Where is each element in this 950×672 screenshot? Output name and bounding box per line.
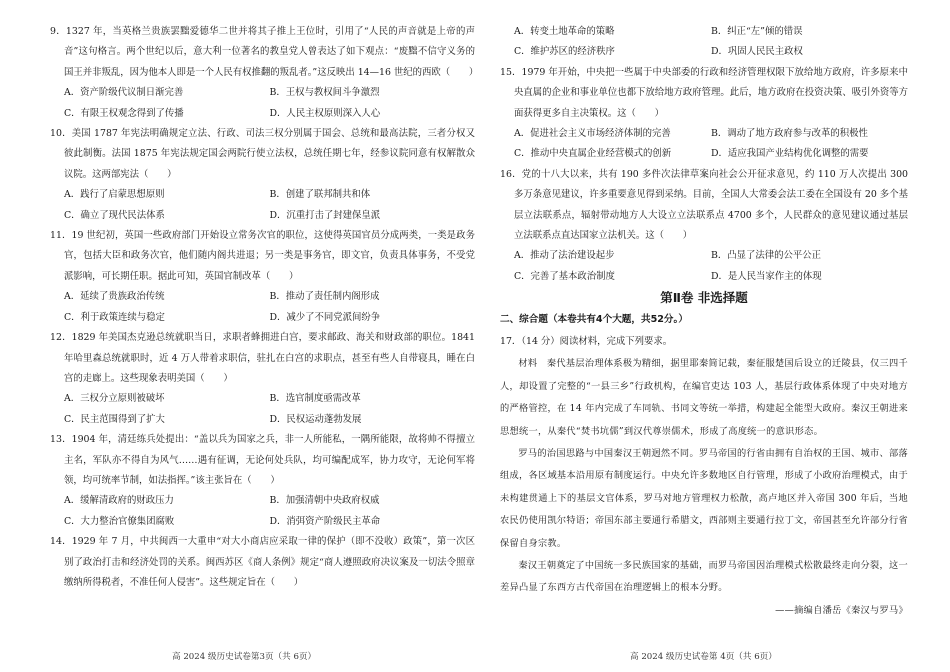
- option-list: [500, 246, 908, 287]
- section-title: 第Ⅱ卷 非选择题: [660, 290, 748, 306]
- material-paragraph: 罗马的治国思路与中国秦汉王朝迥然不同。罗马帝国的行省由拥有自治权的王国、城市、部落组成，各区域基本沿用原有制度运行。中央允许多数地区自行管理，形成了小政府治理模式，由于未构建贯通上下的基层文官体系，罗马对地方管理权力松散，高卢地区并入帝国 300 年后，当地农民仍使用凯尔特语；帝国东部主要通行希腊文，西部则主要通行拉丁文，帝国甚至允许部分行省保留自身宗教。: [500, 447, 908, 549]
- question-12: [50, 328, 475, 430]
- option-d: D．沉重打击了封建保皇派: [269, 209, 381, 221]
- option-a: A．三权分立原则被破坏: [64, 393, 165, 405]
- option-d: D．减少了不同党派间纷争: [269, 311, 381, 323]
- right-column: [500, 22, 908, 622]
- option-c: C．确立了现代民法体系: [64, 209, 165, 221]
- option-d: D．民权运动蓬勃发展: [269, 413, 362, 425]
- question-16: [500, 165, 908, 287]
- option-c: C．推动中央直属企业经营模式的创新: [514, 148, 672, 160]
- question-13: [50, 430, 475, 532]
- question-stem: 14．1929 年 7 月，中共闽西一大重申“对大小商店应采取一律的保护（即不没收）政策”，第一次区别了政治打击和经济处罚的关系。闽西苏区《商人条例》规定“商人遵照政府决议案及一切法令照章缴纳所得税者，不准任何人侵害”。这些规定旨在（ ）: [50, 536, 475, 588]
- option-a: A．促进社会主义市场经济体制的完善: [514, 128, 671, 140]
- question-stem: 12．1829 年美国杰克逊总统就职当日，求职者蜂拥进白宫，要求邮政、海关和财政部的职位。1841 年哈里森总统就职时，近 4 万人带着求职信，驻扎在白宫的求职点，甚至有些人自带寝具，睡在白宫的走廊上。这些现象表明美国（ ）: [50, 332, 475, 384]
- option-b: B．推动了责任制内阁形成: [269, 291, 380, 303]
- option-a: A．推动了法治建设起步: [514, 250, 615, 262]
- page-footer-left: 高 2024 级历史试卷第3页（共 6页）: [172, 652, 317, 662]
- option-a: A．缓解清政府的财政压力: [64, 495, 174, 507]
- option-c: C．维护苏区的经济秩序: [514, 46, 615, 58]
- option-b: B．创建了联邦制共和体: [269, 189, 371, 201]
- option-a: A．资产阶级代议制日渐完善: [64, 87, 184, 99]
- option-b: B．加强清朝中央政府权威: [269, 495, 380, 507]
- option-d: D．消弭资产阶级民主革命: [269, 515, 381, 527]
- question-15: [500, 63, 908, 165]
- question-stem: 13．1904 年，清廷练兵处提出：“盖以兵为国家之兵，非一人所能私，一隅所能限，故将帅不得擅立主名，军队亦不得自为风气……遇有征调，无论何处兵队，均可编配成军，协力攻守，无论何军将领，均可统率节制，如法指挥。”该主张旨在（ ）: [50, 434, 475, 486]
- question-14-option-list: [500, 22, 908, 63]
- question-stem: 11．19 世纪初，英国一些政府部门开始设立常务次官的职位，这使得英国官员分成两类，一类是政务官，包括大臣和政务次官，他们随内阁共进退；另一类是事务官，即文官，负责具体事务，不受党派影响，可长期任职。据此可知，英国官制改革（ ）: [50, 230, 475, 282]
- material-source: ——摘编自潘岳《秦汉与罗马》: [775, 604, 908, 616]
- option-c: C．民主范围得到了扩大: [64, 413, 165, 425]
- option-a: A．转变土地革命的策略: [514, 26, 615, 37]
- option-a: A．践行了启蒙思想原则: [64, 189, 165, 201]
- option-b: B．调动了地方政府参与改革的积极性: [711, 128, 868, 140]
- question-stem: 10．美国 1787 年宪法明确规定立法、行政、司法三权分别属于国会、总统和最高法院，三者分权又彼此制衡。法国 1875 年宪法规定国会两院行使立法权，总统任期七年，经参议院同意有权解散众议院。这两部宪法（ ）: [50, 128, 475, 180]
- option-c: C．有限王权观念得到了传播: [64, 107, 184, 119]
- option-c: C．大力整治官僚集团腐败: [64, 515, 175, 527]
- option-d: D．巩固人民民主政权: [711, 46, 803, 58]
- option-c: C．利于政策连续与稳定: [64, 311, 165, 323]
- page-footer-right: 高 2024 级历史试卷第 4页（共 6页）: [630, 652, 777, 662]
- option-d: D．是人民当家作主的体现: [711, 270, 822, 282]
- section-heading: 二、综合题（本卷共有4个大题，共52分。）: [500, 314, 688, 326]
- left-column: [50, 22, 479, 593]
- question-stem: 9．1327 年，当英格兰贵族罢黜爱德华二世并将其子推上王位时，引用了“人民的声音就是上帝的声音”这句格言。两个世纪以后，意大利一位著名的教皇党人曾表达了如下观点：“废黜不信守义务的国王并非叛乱，因为他本人即是一个人民有权推翻的叛乱者。”这反映出 14—16 世纪的西欧（ ）: [50, 26, 479, 78]
- question-stem: 15．1979 年开始，中央把一些属于中央部委的行政和经济管理权限下放给地方政府，许多原来中央直属的企业和事业单位也都下放给地方政府管理。此后，地方政府在投资决策、吸引外资等方面获得更多自主决策权。这（ ）: [500, 66, 908, 119]
- option-list: [50, 287, 475, 328]
- option-list: [50, 83, 475, 124]
- option-list: [500, 124, 908, 165]
- option-d: D．适应我国产业结构优化调整的需要: [711, 148, 869, 160]
- option-b: B．纠正“左”倾的错误: [711, 26, 803, 37]
- option-list: [50, 491, 475, 532]
- option-c: C．完善了基本政治制度: [514, 270, 615, 282]
- question-10: [50, 124, 475, 226]
- question-17-prompt: 17．（14 分）阅读材料，完成下列要求。: [500, 336, 673, 348]
- material-paragraph: 秦汉王朝奠定了中国统一多民族国家的基础，而罗马帝国因治理模式松散最终走向分裂，这一差异凸显了东西方古代帝国在治理逻辑上的根本分野。: [500, 559, 908, 594]
- option-list: [50, 389, 475, 430]
- question-14: [50, 532, 475, 593]
- option-d: D．人民主权原则深入人心: [269, 107, 381, 119]
- question-stem: 16．党的十八大以来，共有 190 多件次法律草案向社会公开征求意见，约 110 万人次提出 300 多万条意见建议，许多重要意见得到采纳。目前，全国人大常委会法工委在全国设有 20 多个基层立法联系点，辐射带动地方人大设立立法联系点 4700 多个，人民群众的意见建议通过基层立法联系点直达国家立法机关。这（ ）: [500, 168, 908, 242]
- question-9: [50, 22, 479, 124]
- option-b: B．王权与教权间斗争激烈: [269, 87, 380, 99]
- option-list: [50, 185, 475, 226]
- material-paragraph: 材料 秦代基层治理体系极为精细，据里耶秦简记载，秦征服楚国后设立的迁陵县，仅三四千人，却设置了完整的“一县三乡”行政机构，在编官吏达 103 人，基层行政体系体现了中央对地方的严格管控，在 14 年内完成了车同轨、书同文等统一举措，构建起全能型大政府。秦汉王朝进来思想统一，从秦代“焚书坑儒”到汉代尊崇儒术，形成了高度统一的意识形态。: [500, 358, 908, 437]
- option-a: A．延续了贵族政治传统: [64, 291, 165, 303]
- option-b: B．凸显了法律的公平公正: [711, 250, 822, 262]
- question-11: [50, 226, 475, 328]
- option-b: B．选官制度亟需改革: [269, 393, 361, 405]
